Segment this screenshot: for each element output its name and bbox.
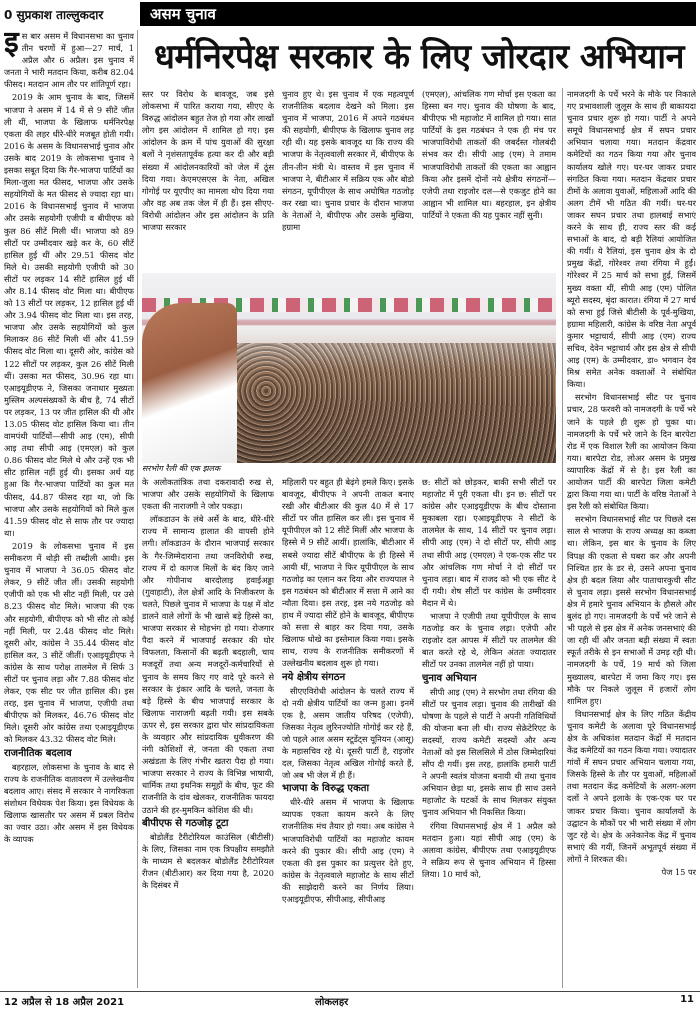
page-footer bbox=[0, 994, 700, 1008]
article-column-2-top bbox=[142, 88, 274, 270]
paragraph: सीपी आइ (एम) ने सरभोग तथा रंगिया की सीटों पर चुनाव लड़ा। चुनाव की तारीखों की घोषणा के पहले से पार्टी ने अपनी गतिविधियों की योजना बना ली थी। राज्य सेक्रेटेरिएट के सदस्यों, राज्य कमेटी सदस्यों और अन्य नेताओं को इस सिलसिले में ठोस जिम्मेदारियां सौंप दी गयीं। इस तरह, हालांकि हमारी पार्टी ने अपनी स्वतंत्र योजना बनायी थी तथा चुनाव अभियान छेड़ा था, इसके साथ ही साथ उसने महाजोट के घटकों के साथ मिलकर संयुक्त चुनाव अभियान भी निकसित किया। bbox=[422, 686, 556, 818]
article-column-2-bottom bbox=[142, 476, 274, 988]
subheading: नये क्षेत्रीय संगठन bbox=[282, 671, 346, 683]
paragraph: छ: सीटों को छोड़कर, बाकी सभी सीटों पर महाजोट में पूरी एकता थी। इन छ: सीटों पर कांग्रेस और एआइयूडीएफ के बीच दोस्ताना मुकाबला रहा। एआइयूडीएफ ने सीटों के तालमेल के साथ, 14 सीटों पर चुनाव लड़ा। सीपी आइ (एम) ने दो सीटों पर, सीपी आइ तथा सीपी आइ (एमएल) ने एक-एक सीट पर और आंचलिक गण मोर्चा ने दो सीटों पर चुनाव लड़ा। बाद में राजद को भी एक सीट दे दी गयी। शेष सीटों पर कांग्रेस के उम्मीदवार मैदान में थे। bbox=[422, 477, 556, 608]
paragraph: स बार असम में विधानसभा का चुनाव तीन चरणों में हुआ—27 मार्च, 1 अप्रैल और 6 अप्रैल। इस चुनाव में जनता ने भारी मतदान किया, करीब 82.04 फीसद। मतदान आम तौर पर शांतिपूर्ण रहा। bbox=[4, 31, 134, 90]
paragraph: नामजदगी के पर्चे भरने के मौके पर निकाले गए प्रभावशाली जुलूस के साथ ही बाकायदा चुनाव प्रचार शुरू हो गया। पार्टी ने अपने समूचे विधानसभाई क्षेत्र में सघन प्रचार अभियान चलाया गया। मतदान केंद्रवार कमेटियों का गठन किया गया और चुनाव कार्यालय खोले गए। घर-घर जाकर प्रचार संगठित किया गया। मतदान केंद्रवार प्रचार टीमों के अलावा युवाओं, महिलाओं आदि की अलग टीमें भी गठित की गयीं। घर-घर जाकर सघन प्रचार तथा हालबाई सभाएं करने के साथ ही, राज्य स्तर की कई सभाओं के बाद, दो बड़ी रैलियां आयोजित की गयीं। ये रैलियां, इस चुनाव क्षेत्र के दो प्रमुख केंद्रों, गोरेश्वर तथा रंगिया में हुईं। गोरेश्वर में 25 मार्च को सभा हुई, जिसमें मुख्य वक्ता थीं, सीपी आइ (एम) पोलित ब्यूरो सदस्य, बृंदा कारात। रंगिया में 27 मार्च को सभा हुई जिसे बीटीसी के पूर्व-मुखिया, हग्रामा महिलारी, कांग्रेस के वरिष्ठ नेता अपूर्व कुमार भट्टाचार्य, सीपी आइ (एम) राज्य सचिव, देवेन भट्टाचार्य और इस क्षेत्र से सीपी आइ (एम) के उम्मीदवार, डा० भगवान देव मिश्र समेत अनेक वक्ताओं ने संबोधित किया। bbox=[567, 89, 696, 390]
paragraph: चुनाव हुए थे। इस चुनाव में एक महत्वपूर्ण राजनीतिक बदलाव देखने को मिला। इस चुनाव में भाजपा, 2016 में अपने गठबंधन की सहयोगी, बीपीएफ के खिलाफ चुनाव लड़ रही थी। यह इसके बावजूद था कि राज्य की भाजपा के नेतृत्ववाली सरकार में, बीपीएफ के तीन-तीन मंत्री थे। वास्तव में इस चुनाव में भाजपा ने, बीटीआर में सक्रिय एक और बोडो संगठन, यूपीपीएल के साथ अघोषित गठजोड़ कर रखा था। चुनाव प्रचार के दौरान भाजपा के नेताओं ने, बीपीएफ और उसके मुखिया, हग्रामा bbox=[282, 89, 414, 233]
paragraph: रंगिया विधानसभाई क्षेत्र में 1 अप्रैल को मतदान हुआ। यहां सीपी आइ (एम) के अलावा कांग्रेस, बीपीएफ तथा एआइयूडीएफ ने सक्रिय रूप से चुनाव अभियान में हिस्सा लिया। 10 मार्च को, bbox=[422, 820, 556, 879]
article-column-5 bbox=[567, 88, 696, 988]
column-divider bbox=[562, 88, 563, 988]
paragraph: 2019 के आम चुनाव के बाद, जिसमें भाजपा ने असम में 14 में से 9 सीटें जीत ली थीं, भाजपा के खिलाफ धर्मनिरपेक्ष एकता की लहर धीरे-धीरे मजबूत होती गयी। 2016 के असम के विधानसभाई चुनाव और उसके बाद 2019 के लोकसभा चुनाव ने इसका सबूत दिया कि गैर-भाजपा पार्टियों का मिला-जुला मत फीसद, भाजपा और उसके सहयोगियों के मत फीसद से ज्यादा रहा था। 2016 के विधानसभाई चुनाव में भाजपा और उसके सहयोगी एजीपी व बीपीएफ को कुल 86 सीटें मिली थीं। भाजपा को 89 सीटों पर उम्मीदवार खड़े कर के, 60 सीटें हासिल हुई थीं और 29.51 फीसद वोट मिले थे। उसकी सहयोगी एजीपी को 30 सीटों पर लड़कर 14 सीटें हासिल हुई थीं और 8.14 फीसद वोट मिला था। बीपीएफ को 13 सीटों पर लड़कर, 12 हासिल हुई थीं और 3.94 फीसद वोट मिला था। इस तरह, भाजपा और उसके सहयोगियों को कुल मिलाकर 86 सीटें मिली थीं और 41.59 फीसद वोट मिला था। दूसरी ओर, कांग्रेस को 122 सीटों पर लड़कर, कुल 26 सीटें मिली थीं। उसका मत फीसद, 30.96 रहा था। एआइयूडीएफ ने, जिसका जनाधार मुख्यतः मुस्लिम अल्पसंख्यकों के बीच है, 74 सीटों पर लड़कर, 13 पर जीत हासिल की थी और 13.05 फीसद वोट हासिल किया था। तीन वामपंथी पार्टियों—सीपी आइ (एम), सीपी आइ तथा सीपी आइ (एमएल) को कुल 0.86 फीसद वोट मिले थे और उन्हें एक भी सीट हासिल नहीं हुई थी। इसका अर्थ यह हुआ कि गैर-भाजपा पार्टियों का कुल मत फीसद, 44.87 फीसद रहा था, जो कि भाजपा और उसके सहयोगियों को मिले कुल 41.59 फीसद वोट से साफ तौर पर ज्यादा था। bbox=[4, 92, 134, 538]
paragraph: के अलोकतांत्रिक तथा दकरावादी रुख से, भाजपा और उसके सहयोगियों के खिलाफ एकता की नाराजगी ने जोर पकड़ा। bbox=[142, 477, 274, 512]
newspaper-name: लोकलहर bbox=[315, 997, 349, 1008]
subheading: बीपीएफ से गठजोड़ टूटा bbox=[142, 817, 229, 829]
author-byline: 0 सुप्रकाश ताल्लुकदार bbox=[4, 8, 104, 22]
page-number: 11 bbox=[680, 994, 694, 1005]
section-header bbox=[140, 2, 696, 26]
paragraph: विधानसभाई क्षेत्र के लिए गठित केंद्रीय चुनाव कमेटी के अलावा पूरे विधानसभाई क्षेत्र के अधिकांश मतदान केंद्रों में मतदान केंद्र कमेटियों का गठन किया गया। ज्यादातर गांवों में सघन प्रचार अभियान चलाया गया, जिसके हिस्से के तौर पर युवाओं, महिलाओं तथा मतदान केंद्र कमेटियों के अलग-अलग दलों ने अपने इलाके के एक-एक घर पर जाकर प्रचार किया। चुनाव कार्यालयों के उद्घाटन के मौकों पर भी भारी संख्या में लोग जुट रहे थे। क्षेत्र के अनेकानेक केंद्र में चुनाव सभाएं की गयीं, जिनमें अभूतपूर्व संख्या में लोगों ने शिरकत की। bbox=[567, 708, 696, 864]
paragraph: 2019 के लोकसभा चुनाव में इस समीकरण में थोड़ी सी तब्दीली आयी। इस चुनाव में भाजपा ने 36.05 फीसद वोट लेकर, 9 सीटें जीत लीं। उसकी सहयोगी एजीपी को एक भी सीट नहीं मिली, पर उसे 8.23 फीसद वोट मिले। भाजपा की एक और सहयोगी, बीपीएफ को भी सीट तो कोई नहीं मिली, पर 2.48 फीसद वोट मिले। दूसरी ओर, कांग्रेस ने 35.44 फीसद वोट हासिल कर, 3 सीटें जीतीं। एआइयूडीएफ ने कांग्रेस के साथ परोक्ष तालमेल में सिर्फ 3 सीटों पर चुनाव लड़ा और 7.88 फीसद वोट लेकर, एक सीट पर जीत हासिल की। इस तरह, इस चुनाव में भाजपा, एजीपी तथा बीपीएफ को मिलकर, 46.76 फीसद वोट मिले। दूसरी ओर कांग्रेस तथा एआइयूडीएफ को मिलकर 43.32 फीसद वोट मिले। bbox=[4, 540, 134, 745]
speaker-arm bbox=[142, 303, 237, 463]
article-column-3-top bbox=[282, 88, 414, 270]
article-column-4-top bbox=[422, 88, 556, 270]
photo-caption: सरभोग रैली की एक झलक bbox=[142, 464, 221, 473]
paragraph: सरभोग विधानसभाई सीट पर चुनाव प्रचार, 28 फरवरी को नामजदगी के पर्चे भरे जाने के पहले ही शुरू हो चुका था। नामजदगी के पर्चे भरे जाने के दिन बारपेटा रोड में एक विशाल रैली का आयोजन किया गया। बारपेटा रोड, लोअर असम के प्रमुख व्यापारिक केंद्रों में से है। इस रैली का आयोजन पार्टी की बारपेटा जिला कमेटी द्वारा किया गया था। पार्टी के वरिष्ठ नेताओं ने इस रैली को संबोधित किया। bbox=[567, 392, 696, 512]
subheading: चुनाव अभियान bbox=[422, 672, 477, 684]
subheading: भाजपा के विरुद्ध एकता bbox=[282, 783, 370, 795]
paragraph: बहरहाल, लोकसभा के चुनाव के बाद से राज्य के राजनीतिक वातावरण में उल्लेखनीय बदलाव आए। संसद में सरकार ने नागरिकता संशोधन विधेयक पेश किया। इस विधेयक के खिलाफ खासतौर पर असम में प्रबल विरोध का ज्वार उठा। और असम में इस विधेयक के व्यापक bbox=[4, 761, 134, 845]
subheading: राजनीतिक बदलाव bbox=[4, 747, 72, 759]
paragraph: महिलारी पर बहुत ही बेढ़ंगे हमले किए। इसके बावजूद, बीपीएफ ने अपनी ताकत बनाए रखी और बीटीआर की कुल 40 में से 17 सीटों पर जीत हासिल कर ली। इस चुनाव में यूपीपीएल को 12 सीटें मिलीं और भाजपा के हिस्से में 9 सीटें आयीं। हालांकि, बीटीआर में सबसे ज्यादा सीटें बीपीएफ के ही हिस्से में आयी थीं, भाजपा ने फिर यूपीपीएल के साथ गठजोड़ का एलान कर दिया और राज्यपाल ने इस गठबंधन को बीटीआर में सत्ता में आने का न्यौता दिया। इस तरह, इस नये गठजोड़ को हाथ में ज्यादा सीटें होने के बावजूद, बीपीएफ को सत्ता से बाहर कर दिया गया, उसके खिलाफ धोखे का इस्तेमाल किया गया। इसके साथ, राज्य के राजनीतिक समीकरणों में उल्लेखनीय बदलाव शुरू हो गया। bbox=[282, 477, 414, 669]
paragraph: स्तर पर विरोध के बावजूद, जब इसे लोकसभा में पारित कराया गया, सीएए के विरुद्ध आंदोलन बहुत तेज हो गया और लाखों लोग इस आंदोलन में शामिल हो गए। इस आंदोलन के क्रम में पांच युवाओं की सुरक्षा बलों ने नृशंसतापूर्वक हत्या कर दी और बड़ी संख्या में आंदोलनकारियों को जेल में ठूंस दिया गया। केएमएसएस के नेता, अखिल गोगोई पर यूएपीए का मामला थोप दिया गया और वह अब तक जेल में ही हैं। इस सीएए-विरोधी आंदोलन और इस आंदोलन के प्रति भाजपा सरकार bbox=[142, 89, 274, 233]
footer-rule bbox=[0, 991, 700, 992]
paragraph: बोडोलैंड टैरीटोरियल काउंसिल (बीटीसी) के लिए, जिसका नाम एक त्रिपक्षीय समझौते के माध्यम से बदलकर बोडोलैंड टैरीटोरियल रीजन (बीटीआर) कर दिया गया है, 2020 के दिसंबर में bbox=[142, 831, 274, 890]
paragraph: भाजपा ने एजीपी तथा यूपीपीएल के साथ गठजोड़ कर के चुनाव लड़ा। एजेपी और राइजोर दल आपस में सीटों पर तालमेल की बात करते रहे थे, लेकिन अंततः ज्यादातर सीटों पर उनका तालमेल नहीं हो पाया। bbox=[422, 611, 556, 670]
issue-date: 12 अप्रैल से 18 अप्रैल 2021 bbox=[4, 997, 125, 1008]
article-column-3-bottom bbox=[282, 476, 414, 988]
paragraph: सीएएविरोधी आंदोलन के चलते राज्य में दो नयी क्षेत्रीय पार्टियों का जन्म हुआ। इनमें एक है, असम जातीय परिषद (एजेपी), जिसका नेतृत्व लुरिनज्योति गोगोई कर रहे हैं, जो पहले आल असम स्टूडेंट्स यूनियन (आसू) के महासचिव रहे थे। दूसरी पार्टी है, राइजोर दल, जिसका नेतृत्व अखिल गोगोई करते हैं, जो अब भी जेल में ही हैं। bbox=[282, 685, 414, 781]
paragraph: लॉकडाउन के लंबे अर्से के बाद, धीरे-धीरे राज्य में सामान्य हालात की वापसी होने लगी। लॉकडाउन के दौरान भाजपाई सरकार के गैर-जिम्मेदाराना तथा जनविरोधी रुख, राज्य में दो कागज मिलों के बंद किए जाने और गोपीनाथ बारदोलाइ हवाईअड्डा (गुवाहाटी), तेल क्षेत्रों आदि के निजीकरण के चलते, पिछले चुनाव में भाजपा के पक्ष में वोट डालने वाले लोगों के भी खासे बड़े हिस्से का, भाजपा सरकार से मोहभंग हो गया। रोजगार पैदा करने में भाजपाई सरकार की घोर विफलता, किसानों की बढ़ती बदहाली, चाय मजदूरों तथा अन्य मजदूरों-कर्मचारियों से चुनाव के समय किए गए वादे पूरे करने से सरकार के इंकार आदि के चलते, जनता के बड़े हिस्से के बीच भाजपाई सरकार के खिलाफ नाराजगी बढ़ती गयी। इस सबके ऊपर से, इस सरकार द्वारा घोर सांप्रदायिकता के व्यवहार और सांप्रदायिक धुवीकरण की नंगी कोशिशों से, जनता की एकता तथा अखंडता के लिए गंभीर खतरा पैदा हो गया। भाजपा सरकार ने राज्य के विभिन्न भाषायी, धार्मिक तथा इथनिक समूहों के बीच, फूट की राजनीति के दांव खेलकर, राजनीतिक फायदा उठाने की हर-मुमकिन कोशिश की थी। bbox=[142, 514, 274, 815]
article-column-4-bottom bbox=[422, 476, 556, 988]
column-divider bbox=[137, 30, 138, 988]
headline: धर्मनिरपेक्ष सरकार के लिए जोरदार अभियान bbox=[154, 37, 684, 77]
rally-photo bbox=[142, 273, 556, 463]
paragraph: सरभोग विधानसभाई सीट पर पिछले दस साल से भाजपा के राज्य अध्यक्ष का कब्जा था। लेकिन, इस बार के चुनाव के लिए विपक्ष की एकता से घबरा कर और अपनी निश्चित हार के डर से, उसने अपना चुनाव क्षेत्र ही बदल लिया और पाताचारकुची सीट से चुनाव लड़ा। इससे सरभोग विधानसभाई क्षेत्र में हमारे चुनाव अभियान के हौसले और बुलंद हो गए। नामजदगी के पर्चे भरे जाने से भी पहले से इस क्षेत्र में अनेक जनसभाएं की जा रही थीं और जनता बड़ी संख्या में स्वतः स्फूर्त तरीके से इन सभाओं में उमड़ रही थी। नामजदगी के पर्चे, 19 मार्च को जिला मुख्यालय, बारपेटा में जमा किए गए। इस मौके पर निकले जुलूस में हजारों लोग शामिल हुए। bbox=[567, 514, 696, 706]
drop-cap: इ bbox=[4, 30, 19, 60]
article-column-1 bbox=[4, 30, 134, 988]
continued-note: पेज 15 पर bbox=[661, 867, 696, 877]
paragraph: धीरे-धीरे असम में भाजपा के खिलाफ व्यापक एकता कायम करने के लिए राजनीतिक मंच तैयार हो गया। अब कांग्रेस ने भाजपाविरोधी पार्टियों का महाजोट कायम करने की पुकार की। सीपी आइ (एम) ने एकता की इस पुकार का प्रत्युत्तर देते हुए, कांग्रेस के नेतृत्ववाले महाजोट के साथ सीटों की साझेदारी करने का निर्णय लिया। एआइयूडीएफ, सीपीआइ, सीपीआइ bbox=[282, 797, 414, 904]
section-title: असम चुनाव bbox=[150, 5, 216, 23]
paragraph: (एमएल), आंचलिक गण मोर्चा इस एकता का हिस्सा बन गए। चुनाव की घोषणा के बाद, बीपीएफ भी महाजोट में शामिल हो गया। सात पार्टियों के इस गठबंधन ने एक ही मंच पर भाजपाविरोधी ताकतों की जबर्दस्त गोलबंदी संभव कर दी। सीपी आइ (एम) ने तमाम भाजपाविरोधी ताकतों की एकता का आह्वान किया और इसमें दोनों नये क्षेत्रीय संगठनों—एजेपी तथा राइजोर दल—से एकजुट होने का आह्वान भी शामिल था। बहरहाल, इन क्षेत्रीय पार्टियों ने एकता की यह पुकार नहीं सुनी। bbox=[422, 89, 556, 220]
